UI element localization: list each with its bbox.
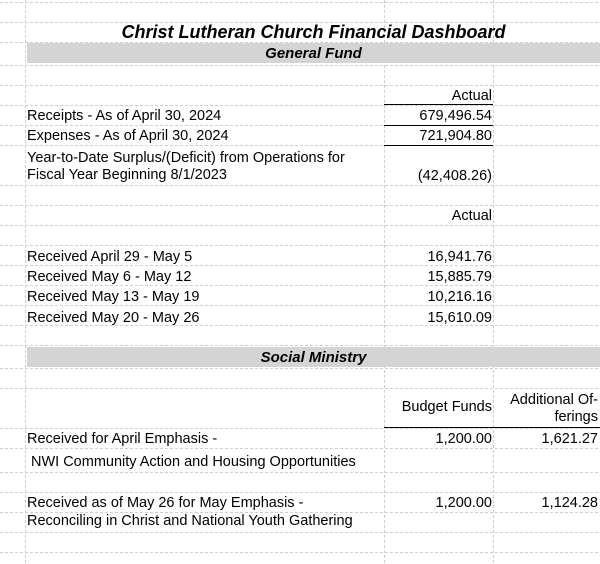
social-row-additional: 1,621.27 [541, 431, 598, 447]
receipts-label: Receipts - As of April 30, 2024 [27, 108, 222, 124]
weekly-label: Received April 29 - May 5 [27, 249, 193, 265]
social-row-label-line1: Received as of May 26 for May Emphasis - [27, 495, 304, 511]
social-ministry-heading: Social Ministry [260, 349, 367, 366]
weekly-label: Received May 13 - May 19 [27, 289, 200, 305]
additional-offerings-header-line1: Additional Of- [510, 392, 598, 408]
weekly-value: 15,610.09 [427, 310, 492, 326]
ytd-value: (42,408.26) [417, 168, 492, 184]
social-row-label-line2: Reconciling in Christ and National Youth Gathering [27, 513, 353, 529]
weekly-label: Received May 20 - May 26 [27, 310, 200, 326]
expenses-value: 721,904.80 [419, 128, 492, 144]
page-title: Christ Lutheran Church Financial Dashboard [121, 22, 506, 42]
expenses-underline [384, 145, 493, 146]
social-row-budget: 1,200.00 [435, 431, 492, 447]
weekly-value: 10,216.16 [427, 289, 492, 305]
weekly-label: Received May 6 - May 12 [27, 269, 192, 285]
actual-column-header: Actual [451, 88, 492, 104]
ytd-label-line2: Fiscal Year Beginning 8/1/2023 [27, 167, 227, 183]
receipts-underline [384, 125, 493, 126]
additional-offerings-header-line2: ferings [554, 409, 598, 425]
general-fund-heading: General Fund [265, 45, 362, 62]
receipts-value: 679,496.54 [419, 108, 492, 124]
social-row-additional: 1,124.28 [541, 495, 598, 511]
column-header-underline [384, 104, 493, 105]
social-row-budget: 1,200.00 [435, 495, 492, 511]
weekly-value: 16,941.76 [427, 249, 492, 265]
social-row-label-line1: Received for April Emphasis - [27, 431, 218, 447]
budget-funds-header: Budget Funds [401, 399, 492, 415]
social-header-underline [384, 427, 600, 428]
ytd-label-line1: Year-to-Date Surplus/(Deficit) from Operations for [27, 150, 345, 166]
social-row-label-line2: NWI Community Action and Housing Opportunities [31, 454, 356, 470]
expenses-label: Expenses - As of April 30, 2024 [27, 128, 229, 144]
weekly-actual-header: Actual [451, 208, 492, 224]
weekly-value: 15,885.79 [427, 269, 492, 285]
